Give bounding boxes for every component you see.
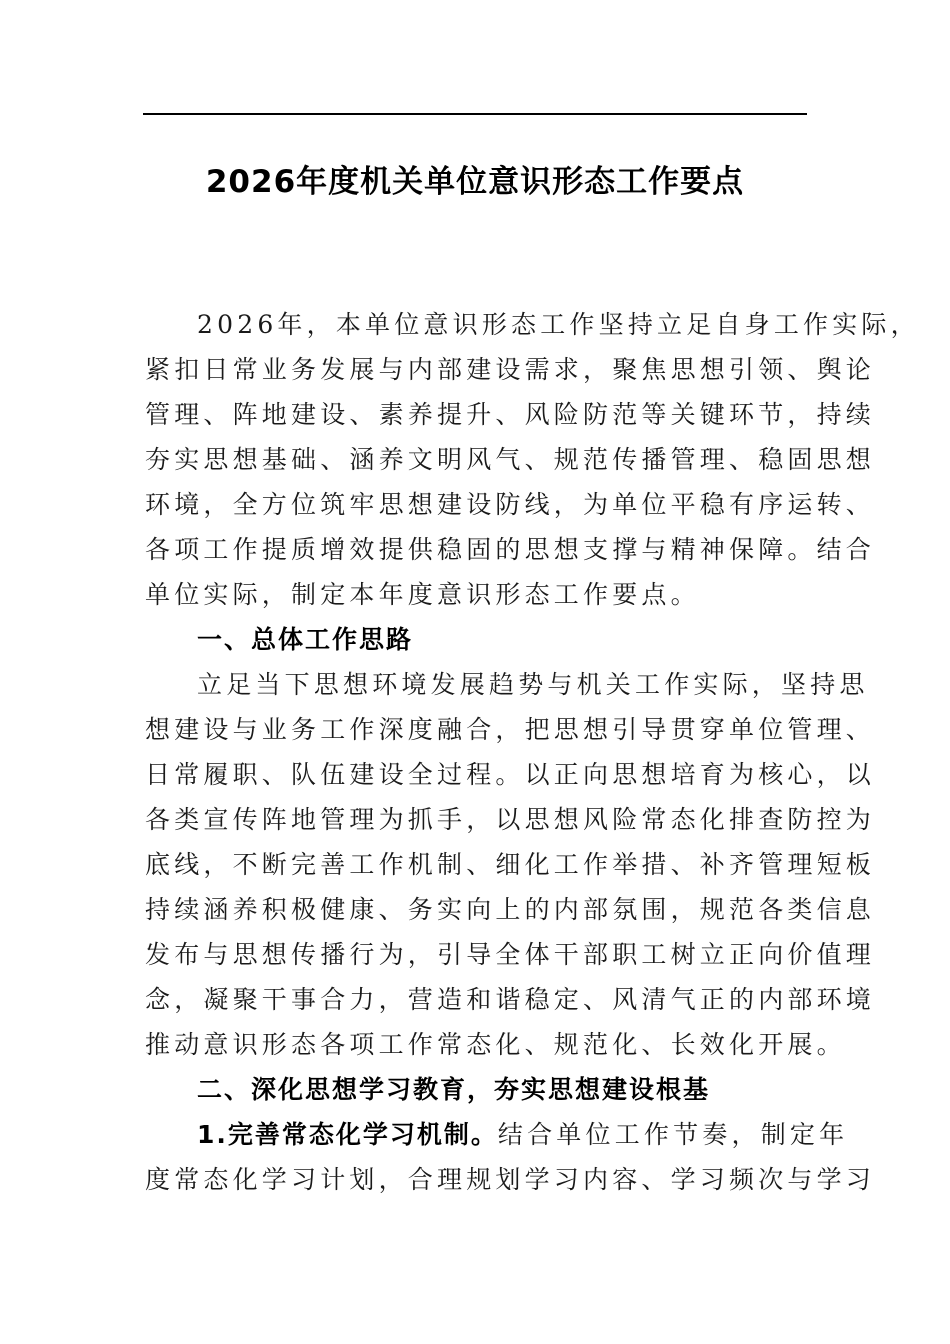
- section-heading-2: 二、深化思想学习教育，夯实思想建设根基: [197, 1075, 711, 1104]
- paragraph-line: 各类宣传阵地管理为抓手，以思想风险常态化排查防控为: [145, 805, 876, 834]
- paragraph-line: 底线，不断完善工作机制、细化工作举措、补齐管理短板: [145, 850, 876, 879]
- list-item-lead: 1.完善常态化学习机制。: [197, 1120, 498, 1149]
- list-item-1: [197, 1112, 849, 1157]
- section-heading-1: 一、总体工作思路: [197, 625, 414, 654]
- paragraph-line: 立足当下思想环境发展趋势与机关工作实际，坚持思: [197, 670, 869, 699]
- paragraph-line: 推动意识形态各项工作常态化、规范化、长效化开展。: [145, 1030, 846, 1059]
- intro-line: 夯实思想基础、涵养文明风气、规范传播管理、稳固思想: [145, 445, 876, 474]
- document-title: 2026年度机关单位意识形态工作要点: [205, 164, 745, 200]
- paragraph-line: 想建设与业务工作深度融合，把思想引导贯穿单位管理、: [145, 715, 876, 744]
- intro-line: 管理、阵地建设、素养提升、风险防范等关键环节，持续: [145, 400, 876, 429]
- intro-line: 各项工作提质增效提供稳固的思想支撑与精神保障。结合: [145, 535, 876, 564]
- intro-line: 紧扣日常业务发展与内部建设需求，聚焦思想引领、舆论: [145, 355, 876, 384]
- list-item-text: 结合单位工作节奏，制定年: [497, 1120, 849, 1149]
- paragraph-line: 度常态化学习计划，合理规划学习内容、学习频次与学习: [145, 1165, 876, 1194]
- paragraph-line: 持续涵养积极健康、务实向上的内部氛围，规范各类信息: [145, 895, 876, 924]
- intro-line: 2026年，本单位意识形态工作坚持立足自身工作实际，: [197, 310, 920, 339]
- paragraph-line: 发布与思想传播行为，引导全体干部职工树立正向价值理: [145, 940, 876, 969]
- intro-line: 环境，全方位筑牢思想建设防线，为单位平稳有序运转、: [145, 490, 876, 519]
- intro-line: 单位实际，制定本年度意识形态工作要点。: [145, 580, 700, 609]
- paragraph-line: 日常履职、队伍建设全过程。以正向思想培育为核心，以: [145, 760, 876, 789]
- paragraph-line: 念，凝聚干事合力，营造和谐稳定、风清气正的内部环境: [145, 985, 876, 1014]
- header-rule: [143, 113, 807, 115]
